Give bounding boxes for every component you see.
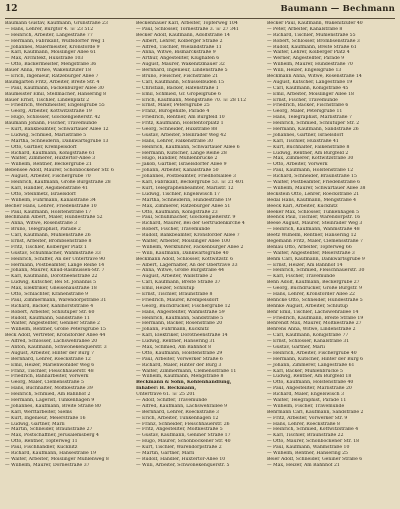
directory-entry: — Wilhelm, Rentner, Beckergrube 21 xyxy=(5,162,92,168)
directory-entry: — Emil, Schmied, Gr. Gröpelgrube 6 xyxy=(136,91,221,97)
directory-entry: — Adolf, Schiffer, Travemünde xyxy=(136,398,207,403)
directory-entry: — Hans, Lehrer, Burgtor 4. ☏ 23 512 xyxy=(5,26,94,32)
directory-entry: Behm Carl, Kaufmann, Dankwartsgrube 9 xyxy=(267,256,365,262)
directory-entry: — Otto, Kaufmann, Holstenstraße 40 xyxy=(267,380,354,386)
directory-entry: Becker Adolf, Kaufmann, Adolfstraße 14 xyxy=(136,32,230,38)
directory-entry: — Anna, Witwe, Große Burgstraße 44 xyxy=(136,268,225,274)
directory-entry: — Robert, Fischer, Travemünde xyxy=(136,227,211,233)
directory-entry: — Max, Heizer, Am Bahnhof 21 xyxy=(267,462,340,468)
directory-entry: — Hermann, Postbeamter, Lange Reihe 14 xyxy=(5,262,105,268)
directory-entry: Beese August, Maurer, Steinrader Weg 3 xyxy=(267,221,363,227)
directory-entry: Baumann Johann, Fischer, Travemünde xyxy=(5,121,97,127)
directory-entry: — Kurt, Ingenieur, Meierstraße 16 xyxy=(5,415,86,421)
directory-entry: — Erich, Kaufmann, Mengstraße 70. ☏ 28 112 xyxy=(136,97,247,103)
directory-entry: Behrendt Max, Maurer, Moltkestraße 27 xyxy=(267,321,362,327)
directory-entry: — Bernhard, Ingenieur, Lindenstraße 5 xyxy=(136,68,228,74)
directory-entry: — Friedrich, Bahnarbeiter, Vorwerk xyxy=(5,374,89,380)
directory-entry: — Jakob, Gärtner, Israelsdorfer Allee 9 xyxy=(136,162,227,168)
directory-entry: Behncke Otto, Schneider, Hundestraße 5 xyxy=(267,297,363,303)
directory-entry: — Georg, Buchdrucker, Fischergrube 12 xyxy=(136,303,231,309)
directory-entry: — Richard, Kaufmann, Königstraße 61 xyxy=(5,150,95,156)
directory-entry: — Paul, Zimmermann, Warendorpstraße 31 xyxy=(5,297,107,303)
directory-entry: Beeker Max, Schlosser, Tünkenhagen 5 xyxy=(267,209,360,215)
directory-entry: — Gustav, Arbeiter, Steinrader Weg 42 xyxy=(136,132,227,138)
directory-entry: — Willi, Heizer, Engelsgrube 13 xyxy=(267,68,342,74)
directory-entry: — Otto, Kaufmann, Holstenstraße 29 xyxy=(136,350,223,356)
directory-entry: Behrens Anna, Witwe, Lindenstraße 2 xyxy=(267,327,356,333)
directory-entry: — Johann, Zimmerer, Langestraße 61 xyxy=(267,362,355,368)
column-3 xyxy=(267,21,394,469)
page-header xyxy=(5,4,395,19)
running-head: Baumann — Bechmann xyxy=(280,4,395,14)
directory-entry: — Hans, Buchhalter, Moltkestraße 39 xyxy=(5,386,93,392)
directory-entry: — Otto, Schlachter, Krähenstraße 9 xyxy=(5,291,89,297)
directory-entry: Beier Adolf, Schneider, Geniner Straße 6 xyxy=(267,456,363,462)
directory-entry: — Johannes, Kaufmann, Breite Straße 80 xyxy=(5,403,101,409)
directory-entry: — Rudolf, Kaufmann, Sandstraße 11 xyxy=(5,315,90,321)
directory-entry: — Bernhard, Lehrer, Roeckstraße 12 xyxy=(5,356,91,362)
directory-entry: — Otto, Steinmetz, Israelsdorf xyxy=(5,191,76,197)
directory-entry: — Max, Elektriker, Gneisenaustraße 18 xyxy=(5,286,97,292)
directory-entry: — Wilhelm, Fischer, Travemünde xyxy=(267,403,345,409)
directory-entry: — August, Arbeiter, Fischergrube 70 xyxy=(5,174,91,180)
directory-entry: — Walter, Arbeiter, Moislinger Mühlenweg 8 xyxy=(5,456,109,462)
directory-entry: — Paul, Kaufmann, Holstenstraße 17 xyxy=(5,209,92,215)
directory-entry: — Ludwig, Tischler, Engelswisch 17 xyxy=(136,191,220,197)
directory-entry: — Martin, Gärtner, Marli xyxy=(136,451,195,457)
page-number: 12 xyxy=(5,4,18,14)
directory-entry: — Johannes, Malermeister, Kronsforde 9 xyxy=(5,44,100,50)
directory-entry: Baumeister Emil, Stellmacher, Hansering 8 xyxy=(5,91,107,97)
directory-entry: — Georg, Schneider, Hüxstraße 88 xyxy=(136,127,218,133)
directory-entry: — Kurt, Telegraphenbeamter, Marlistr. 12 xyxy=(136,185,234,191)
directory-entry: — Rudolf, Bankbeamter, Kronsforder Allee 7 xyxy=(136,233,240,239)
directory-entry: — Bruno, Fleischer, Fischstraße 21 xyxy=(136,74,219,80)
directory-entry: — Max, Postschaffner, Jerusalemsberg 4 xyxy=(5,433,99,439)
directory-entry: — Walter, Zimmerer, Hüxtertor-Allee 3 xyxy=(5,156,96,162)
directory-entry: — Heinrich, Kaufmann, Schwartauer Allee 6 xyxy=(136,144,240,150)
directory-entry: — Werner, Angestellter, Parade 9 xyxy=(267,56,345,62)
directory-entry: — Paul, Kaufmann, Holstenstraße 12 xyxy=(267,168,354,174)
directory-entry: — Hermann, Fabrikant, Wulfsdorfer Weg 1 xyxy=(5,38,105,44)
directory-entry: — Otto, Kaufmann, Königstraße 23 xyxy=(136,209,218,215)
directory-entry: — Paul, Schlosser, Tornestraße 3. ☏ 27 341 xyxy=(136,26,239,32)
directory-entry: — Alfred, Kaufmann, Lachswehrallee 9 xyxy=(136,403,228,409)
directory-entry: — Wilhelm, Werkführer, Fackenburger Allee 2 xyxy=(136,244,244,250)
directory-entry: — Franz, Tischler, Fleischhauerstr. 48 xyxy=(5,368,94,374)
directory-entry: Bauer Ernst, Tischler, Lindenplatz 2 xyxy=(5,97,90,103)
directory-entry: — Hans, Telegraphist, Marlistraße 7 xyxy=(267,115,352,121)
directory-entry: — Karl, Tischler, Hüxstraße 41 xyxy=(267,138,339,144)
directory-entry: — Paul, Angestellter, Marlistraße 20 xyxy=(267,386,352,392)
directory-entry: — Otto, Maurer, Schönböckener Str. 18 xyxy=(267,439,360,445)
directory-entry: — Walter, Postbeamter, Friedenstraße 6 xyxy=(267,180,361,186)
directory-entry: Bebensee Adolf, Maurer, Schönböckener Str. 6 xyxy=(5,168,114,174)
directory-entry: — Heinrich, Kaufmann, Wahmstraße 48 xyxy=(267,227,360,233)
column-1 xyxy=(5,21,132,469)
directory-entry: — Robert, Schlosser, Brömbsenstraße 3 xyxy=(267,38,360,44)
directory-entry: — Bernhard, Lehrer, Roeckstraße 3 xyxy=(136,409,219,415)
directory-entry: — Alfred, Tischler, Wielandstraße 11 xyxy=(136,44,222,50)
directory-entry: Baumgarten Fritz, Arbeiter, Breite Str. 4 xyxy=(5,79,100,85)
directory-entry: — Otto, Gärtner, Krempelsdorf xyxy=(5,144,77,150)
directory-entry: — Heinrich, Kaufmann, Sandstraße 5 xyxy=(136,315,224,321)
directory-entry: — Karl, Kaufmann, Moislinger Allee 61 xyxy=(5,50,97,56)
directory-entry: — August, Kutscher, Langestraße 19 xyxy=(267,79,353,85)
directory-entry: — Walter, Lehrer, Kolberger Platz 4 xyxy=(267,50,350,56)
directory-entry: — Robert, Arbeiter, Schlutuper Str. 60 xyxy=(5,309,95,315)
directory-entry: — Heinrich, Schmied, Fleischhauerstr. 30 xyxy=(267,268,365,274)
directory-entry: — August, Maurer, Wakenitzmauer 32 xyxy=(136,62,225,68)
directory-entry: — Johann, Fuhrmann, Kücknitz xyxy=(136,327,209,333)
directory-entry: — Emil, Heizer, Marienwohlder Weg 6 xyxy=(5,362,95,368)
directory-entry: Beckstein Otto, Lehrer, Roeckstraße 21 xyxy=(267,191,360,197)
directory-entry: Begemann Fritz, Maler, Clemensstraße 7 xyxy=(267,238,363,244)
directory-entry: — Ernst, Tischler, Braunstraße 8 xyxy=(136,291,213,297)
directory-entry: — Friedrich, Kaufmann, Breite Straße 19 xyxy=(267,315,364,321)
directory-entry: — Carl, Kaufmann, Königstraße 77 xyxy=(267,333,349,339)
directory-entry: — Heinrich, Arbeiter, Langestraße 77 xyxy=(5,32,93,38)
directory-entry: Behlau Otto, Arbeiter, Töpferweg 66 xyxy=(267,244,352,250)
directory-entry: — Ernst, Schlosser, Kanalstraße 31 xyxy=(267,339,350,345)
directory-entry: Baumann Gustav, Kaufmann, Grünstraße 23 xyxy=(5,21,108,26)
directory-entry: — Erich, Arbeiter, Tünkenhagen 12 xyxy=(136,415,219,421)
directory-entry: — Wilhelm, Maurer, Schwartauer Allee 38 xyxy=(267,185,366,191)
directory-entry: Beeck Karl, Arbeiter, Kücknitz xyxy=(267,203,338,209)
directory-entry: — Otto, Arbeiter, Vorwerk xyxy=(267,162,328,168)
directory-entry: — Fritz, Kaufmann, Holstentorplatz 1 xyxy=(136,121,224,127)
directory-entry: — Max, Zimmerer, Kottwitzstraße 30 xyxy=(267,156,354,162)
directory-entry: — Hans, Angestellter, Wahmstraße 59 xyxy=(136,309,225,315)
directory-entry: — Fritz, Angestellter, Moltkestraße 5 xyxy=(136,427,223,433)
directory-entry: — Walter, Arbeiter, Moislinger Allee 100 xyxy=(136,238,231,244)
directory-entry: — Richard, Kaufmann, Hansestraße 19 xyxy=(5,451,97,457)
directory-entry: — Georg, Maler, Petersgrube 11 xyxy=(267,109,343,115)
directory-entry: — Anton, Kaufmann, Schwönekenquerstr. 3 xyxy=(5,344,107,350)
directory-entry: — Albert, Lehrer, Kolberger Straße 2 xyxy=(136,38,223,44)
directory-entry: — Ludwig, Rentner, Hansering 31 xyxy=(136,339,216,345)
directory-entry: — Alfred, Schlosser, Lachswehrallee 20 xyxy=(5,339,98,345)
directory-entry: — August, Arbeiter, Hinter der Burg 7 xyxy=(5,350,94,356)
directory-entry: — Heinrich, Schmied, Kottwitzstraße 4 xyxy=(267,427,359,433)
directory-entry: Bauer Anna, Witwe, Wakenitzufer 18 xyxy=(5,68,92,74)
directory-entry: Inhaber: H. Beckmann, xyxy=(136,386,197,392)
directory-entry: — Franz, Bürogehilfe, Parade 4 xyxy=(136,109,210,115)
directory-entry: — Georg, Arbeiter, Kottwitzstraße 19 xyxy=(5,109,92,115)
directory-entry: Becher Hans, Lehrer, Friedenstraße 10 xyxy=(5,203,97,209)
directory-entry: — Karl, Elektriker, Dorotheenstraße 14 xyxy=(136,333,228,339)
directory-entry: — Ludwig, Rentner, Am Burgfeld 2 xyxy=(267,150,349,156)
directory-entry: — Franz, Schneider, Fleischhauerstr. 26 xyxy=(136,421,230,427)
directory-entry: — Carl, Kaufmann, Breite Straße 37 xyxy=(136,280,221,286)
directory-entry: — Friedrich, Bäcker, Fischstraße 6 xyxy=(267,103,349,109)
directory-entry: — Willi, Kaufmann, Dankwartsgrube 40 xyxy=(136,250,229,256)
directory-entry: — Richard, Schneider, Braunstraße 15 xyxy=(267,174,357,180)
directory-entry: — Rudolf, Kaufmann, Breite Straße 61 xyxy=(267,44,357,50)
directory-entry: Beck Adolf, Vertreter, Kronsforder Allee 44 xyxy=(5,333,106,339)
directory-entry: — Karl, Kaufmann, Dorotheenstraße 22 xyxy=(5,274,98,280)
directory-entry: — Wilhelm, Rentner, Große Petersgrube 15 xyxy=(5,327,106,333)
directory-entry: — Max, Zimmerer, Ratzeburger Allee 51 xyxy=(136,203,231,209)
directory-entry: — Kurt, Buchhalter, Falkenstraße 8 xyxy=(267,144,350,150)
directory-entry: — Paul, Schuhmacher, Glockengießerstr. 9 xyxy=(136,215,236,221)
directory-entry: — Karl, Händler, Aegidienstraße 41 xyxy=(5,185,89,191)
directory-entry: — Martha, Schneiderin, Hundestraße 19 xyxy=(136,197,231,203)
directory-entry: — Erich, Ingenieur, Ratzeburger Allee 7 xyxy=(5,74,99,80)
directory-entry: Beckmann & Sohn, Kohlenhandlung, xyxy=(136,380,232,386)
directory-entry: — Georg, Buchdrucker, Große Burgstr. 9 xyxy=(267,286,362,292)
directory-entry: — Hermann, Kutscher, Hinter der Burg 6 xyxy=(267,356,364,362)
directory-entry: — Karl, Bäcker, Mühlenbrücke 5 xyxy=(267,368,343,374)
columns xyxy=(5,21,395,469)
directory-entry: — Hermann, Lagerist, Tünkenhagen 9 xyxy=(5,398,95,403)
directory-entry: — Ludwig, Kutscher, Bei St. Johannis 5 xyxy=(5,280,96,286)
directory-entry: — Walter, Telegraphist, Parade 11 xyxy=(267,398,347,403)
directory-entry: — Georg, Maler, Clemensstraße 5 xyxy=(5,380,84,386)
directory-entry: — Kurt, Bankbeamter, Schwartauer Allee 12 xyxy=(5,127,109,133)
directory-entry: — Ludwig, Gärtner, Marli xyxy=(5,421,65,427)
directory-entry: Beckenhauer Karl, Arbeiter, Töpferweg 104 xyxy=(136,21,238,26)
directory-entry: — Friedrich, Rentner, Am Burgfeld 10 xyxy=(136,115,225,121)
directory-entry: — Heinrich, Schmied, Am Bahnhof 2 xyxy=(5,392,91,398)
directory-entry: — Wilhelm, Rentner, Hansering 25 xyxy=(267,451,348,457)
directory-entry: — Wilhelm, Fuhrmann, Kanalstraße 34 xyxy=(5,197,96,203)
directory-entry: Beenck Paul, Tischler, Warendorpstr. 16 xyxy=(267,215,361,221)
directory-entry: — Hans, Lehrer, Falkenstraße 30 xyxy=(136,138,214,144)
directory-entry: — Peter, Arbeiter, Kanalstraße 8 xyxy=(267,26,343,32)
directory-entry: — Friedrich, Maurer, Krempelsdorf xyxy=(136,297,219,303)
directory-entry: — Carl, Kaufmann, Mühlenstraße 26 xyxy=(5,233,91,239)
directory-entry: — Richard, Bäcker, Kahlhorststraße 4 xyxy=(5,303,94,309)
directory-entry: — Wilhelm, Maurer, Hundestraße 70 xyxy=(267,62,353,68)
directory-entry: — Rudolf, Händler, Hüxtertor-Allee 10 xyxy=(136,456,226,462)
directory-entry: Beckmann Adolf, Schlosser, Kottwitzstr. 6 xyxy=(136,256,234,262)
directory-entry: — Fritz, Tischler, Kolberger Platz 1 xyxy=(5,244,87,250)
directory-entry: — Ernst, Arbeiter, Brömbsenstraße 8 xyxy=(5,238,92,244)
directory-entry: — Wilhelm, Maurer, Dornestraße 37 xyxy=(5,462,90,468)
directory-entry: — Otto, Rentner, Töpferweg 11 xyxy=(5,439,78,445)
directory-entry: — Hugo, Maurer, Schönböckener Str. 40 xyxy=(136,439,231,445)
directory-entry: — Paul, Kaufmann, Fackenburger Allee 30 xyxy=(5,85,104,91)
directory-entry: — Anna, Witwe, Rosenstraße 3 xyxy=(5,221,78,227)
directory-entry: — Hans, Lehrer, Kronsforder Allee 22 xyxy=(267,291,355,297)
directory-entry: — Christian, Bäcker, Hafenstraße 1 xyxy=(136,85,219,91)
directory-entry: — Fritz, Arbeiter, Vorwerker Str. 9 xyxy=(267,415,348,421)
directory-entry: — Max, Schmied, Am Bahnhof 8 xyxy=(136,344,212,350)
directory-entry: — Karl, Fischer, Travemünde xyxy=(267,274,335,280)
directory-entry: — Anna, Witwe, Bismarckstraße 9 xyxy=(136,50,216,56)
directory-entry: — Bruno, Telegraphist, Parade 2 xyxy=(5,227,81,233)
directory-entry: — Heinrich, Arbeiter, Fischergrube 40 xyxy=(267,350,357,356)
directory-entry: — Heinrich, Schiffer, An der Untertrave 90 xyxy=(5,256,106,262)
directory-entry: — Heinrich, Schmied, Schlutuper Str. 2 xyxy=(267,121,360,127)
directory-entry: — Hermann, Kaufmann, Sandstraße 26 xyxy=(267,127,359,133)
directory-entry: — Richard, Tischler, Mühlenstraße 55 xyxy=(267,32,356,38)
directory-entry: — Johannes, Postbeamter, Friedhofsallee 3 xyxy=(136,174,236,180)
directory-entry: — Arthur, Angestellter, Klughafen 6 xyxy=(136,56,220,62)
directory-entry: — Carl, Kaufmann, Königstraße 45 xyxy=(267,85,349,91)
directory-entry: — Albert, Lagerhalter, An der Obertrave 33 xyxy=(136,262,238,268)
directory-entry: Beetz Wilhelm, Rentner, Hansering 12 xyxy=(267,233,357,239)
directory-entry: — Walter, Angestellter, Geniner Straße 2 xyxy=(5,321,100,327)
directory-entry: — Gustav, Kaufmann, Geniner Straße 17 xyxy=(136,433,231,439)
directory-entry: — Otto, Bäckermeister, Mengstraße 36 xyxy=(5,62,97,68)
directory-entry: — Kurt, Tischler, Warendorpstraße 2 xyxy=(136,445,222,451)
directory-entry: Behnke August, Arbeiter, Schlutup xyxy=(267,303,348,309)
directory-entry: — Hermann, Kutscher, Lange Reihe 28 xyxy=(136,150,227,156)
directory-entry: — Johannes, Gärtner, Israelsdorf xyxy=(267,132,344,138)
directory-entry: Behn Adolf, Kaufmann, Beckergrube 27 xyxy=(267,280,360,286)
directory-entry: — Hugo, Schlosser, Glockengießerstr. 42 xyxy=(5,115,101,121)
directory-entry: — Heinrich, Kaufmann, Große Burgstraße 28 xyxy=(5,180,111,186)
directory-entry: — Richard, Maler, Hinter der Burg 3 xyxy=(136,362,222,368)
directory-entry: — Paul, Arbeiter, Vorwerker Straße 6 xyxy=(136,356,223,362)
directory-entry: — Martha, Schneiderin, Dankwartsgrube 13 xyxy=(5,138,109,144)
directory-entry: — Carl, Kaufmann, Schüsselbuden 15 xyxy=(136,79,225,85)
directory-entry: — Max, Architekt, Hüxstraße 103 xyxy=(5,56,84,62)
directory-entry: — Emil, Heizer, Schlutup xyxy=(136,286,195,292)
directory-entry: — Paul, Fischhändler, Kücknitz xyxy=(5,445,78,451)
directory-entry: — Gustav, Gärtner, Marli xyxy=(267,344,325,350)
directory-entry: — Gustav, Schuhmacher, Wahmstraße 33 xyxy=(5,250,101,256)
directory-entry: — Johann, Arbeiter, Kanalstraße 50 xyxy=(136,168,219,174)
directory-entry: Becker Paul, Kaufmann, Wakenitzufer 40 xyxy=(267,21,363,26)
column-2 xyxy=(136,21,263,469)
directory-entry: Beckmann Anna, Witwe, Rosenstraße 14 xyxy=(267,74,362,80)
directory-entry: — Paul, Kaufmann, Wahmstraße 10 xyxy=(267,445,350,451)
directory-entry: — Hans, Lehrer, Roeckstraße 8 xyxy=(267,421,340,427)
directory-entry: — Martin, Schneider, Braunstraße 27 xyxy=(5,427,93,433)
directory-entry: — Ernst, Maler, Petersgrube 25 xyxy=(136,103,210,109)
directory-entry: — August, Arbeiter, Wallstraße 2 xyxy=(136,274,213,280)
directory-entry: — Ludwig, Rentner, Am Burgfeld 18 xyxy=(267,374,352,380)
directory-entry: — Walter, Angestellter, Meierstraße 3 xyxy=(267,250,355,256)
directory-entry: — Willi, Arbeiter, Schwönekenquerstr. 5 xyxy=(136,462,230,468)
directory-entry: Untertrave 61. ☏ 25 201 xyxy=(136,392,196,398)
directory-entry: Behr Emil, Tischler, Lachswehrallee 14 xyxy=(267,309,359,315)
directory-entry: — Wilhelm, Kaufmann, Mengstraße 8 xyxy=(136,374,224,380)
directory-entry: — Emil, Arbeiter, Moislinger Allee 18 xyxy=(267,91,354,97)
directory-entry: — Karl, Werftarbeiter, Siems xyxy=(5,409,72,415)
directory-entry: — Ludwig, Schmied, Marlistraße 5 xyxy=(5,132,87,138)
directory-entry: — Karl, Fabrikant, Beckergrube 53. ☏ 21 401 xyxy=(136,180,244,186)
directory-entry: Bechmann Albert, Maler, Hundestraße 52 xyxy=(5,215,103,221)
directory-entry: — Hugo, Händler, Mühlenbrücke 2 xyxy=(136,156,218,162)
directory-entry: — Friedrich, Werkmeister, Engelsgrube 55 xyxy=(5,103,105,109)
directory-entry: Bedal Hans, Kaufmann, Mengstraße 4 xyxy=(267,197,357,203)
directory-entry: Behrmann Carl, Kaufmann, Sandstraße 2 xyxy=(267,409,364,415)
directory-entry: — Hermann, Bäcker, Rosenstraße 20 xyxy=(136,321,223,327)
directory-entry: — Karl, Tischler, Braunstraße 22 xyxy=(267,433,344,439)
directory-entry: — Johann, Maurer, Knud-Rasmussen-Str. 7 xyxy=(5,268,105,274)
directory-entry: — Richard, Maurer, Bei der Gertrudenkirche 4 xyxy=(136,221,245,227)
directory-entry: — Richard, Maler, Engelswisch 3 xyxy=(267,392,345,398)
directory-entry: — Ernst, Fischer, Travemünde xyxy=(267,97,338,103)
directory-entry: — Ernst, Heizer, Am Bahnhof 14 xyxy=(267,262,343,268)
directory-entry: — Walter, Zimmermann, Clemensstraße 11 xyxy=(136,368,237,374)
